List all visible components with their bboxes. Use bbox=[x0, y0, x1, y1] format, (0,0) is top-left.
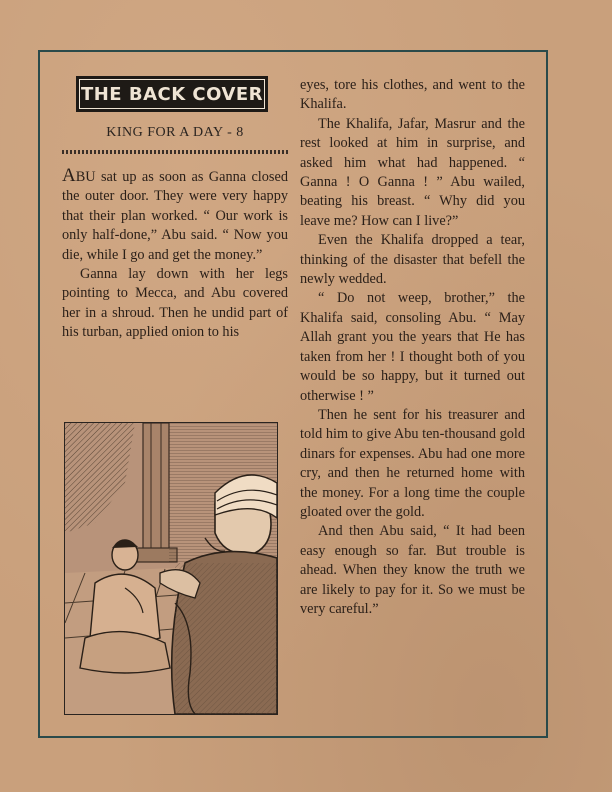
story-paragraph: Then he sent for his treasurer and told him to give Abu ten-thousand gold dinars for expenses. Abu had one more cry, and then he returned home with the money. For a long time the couple gloated over the gold. bbox=[300, 406, 525, 520]
right-column bbox=[300, 76, 525, 619]
drop-cap: A bbox=[62, 165, 76, 186]
story-paragraph: Even the Khalifa dropped a tear, thinking of the disaster that befell the newly wedded. bbox=[300, 232, 525, 288]
paragraph-text: BU sat up as soon as Ganna closed the outer door. They were very happy that their plan worked. “ Our work is only half-done,” Abu said. “ Now you die, while I go and get the money.” bbox=[62, 169, 288, 263]
story-illustration bbox=[64, 422, 278, 715]
illustration-drawing bbox=[65, 423, 277, 714]
story-paragraph: eyes, tore his clothes, and went to the Khalifa. bbox=[300, 77, 525, 113]
story-paragraph: “ Do not weep, brother,” the Khalifa said, consoling Abu. “ May Allah grant you the years that He has taken from her ! I thought both of you would be so happy, but it turned out otherwise ! ” bbox=[300, 290, 525, 404]
story-paragraph: And then Abu said, “ It had been easy enough so far. But trouble is ahead. When they know the truth we are likely to pay for it. So we must be very careful.” bbox=[300, 523, 525, 617]
left-column bbox=[62, 76, 288, 343]
section-banner: THE BACK COVER bbox=[76, 76, 268, 112]
story-paragraph: The Khalifa, Jafar, Masrur and the rest looked at him in surprise, and asked him what had happened. “ Ganna ! O Ganna ! ” Abu wailed, beating his breast. “ Why did you leave me? How can I live?” bbox=[300, 115, 525, 229]
story-title: KING FOR A DAY - 8 bbox=[106, 125, 244, 140]
story-paragraph: Ganna lay down with her legs pointing to Mecca, and Abu covered her in a shroud. Then he undid part of his turban, applied onion to his bbox=[62, 266, 288, 341]
story-paragraph bbox=[62, 166, 288, 265]
title-divider bbox=[62, 150, 288, 154]
